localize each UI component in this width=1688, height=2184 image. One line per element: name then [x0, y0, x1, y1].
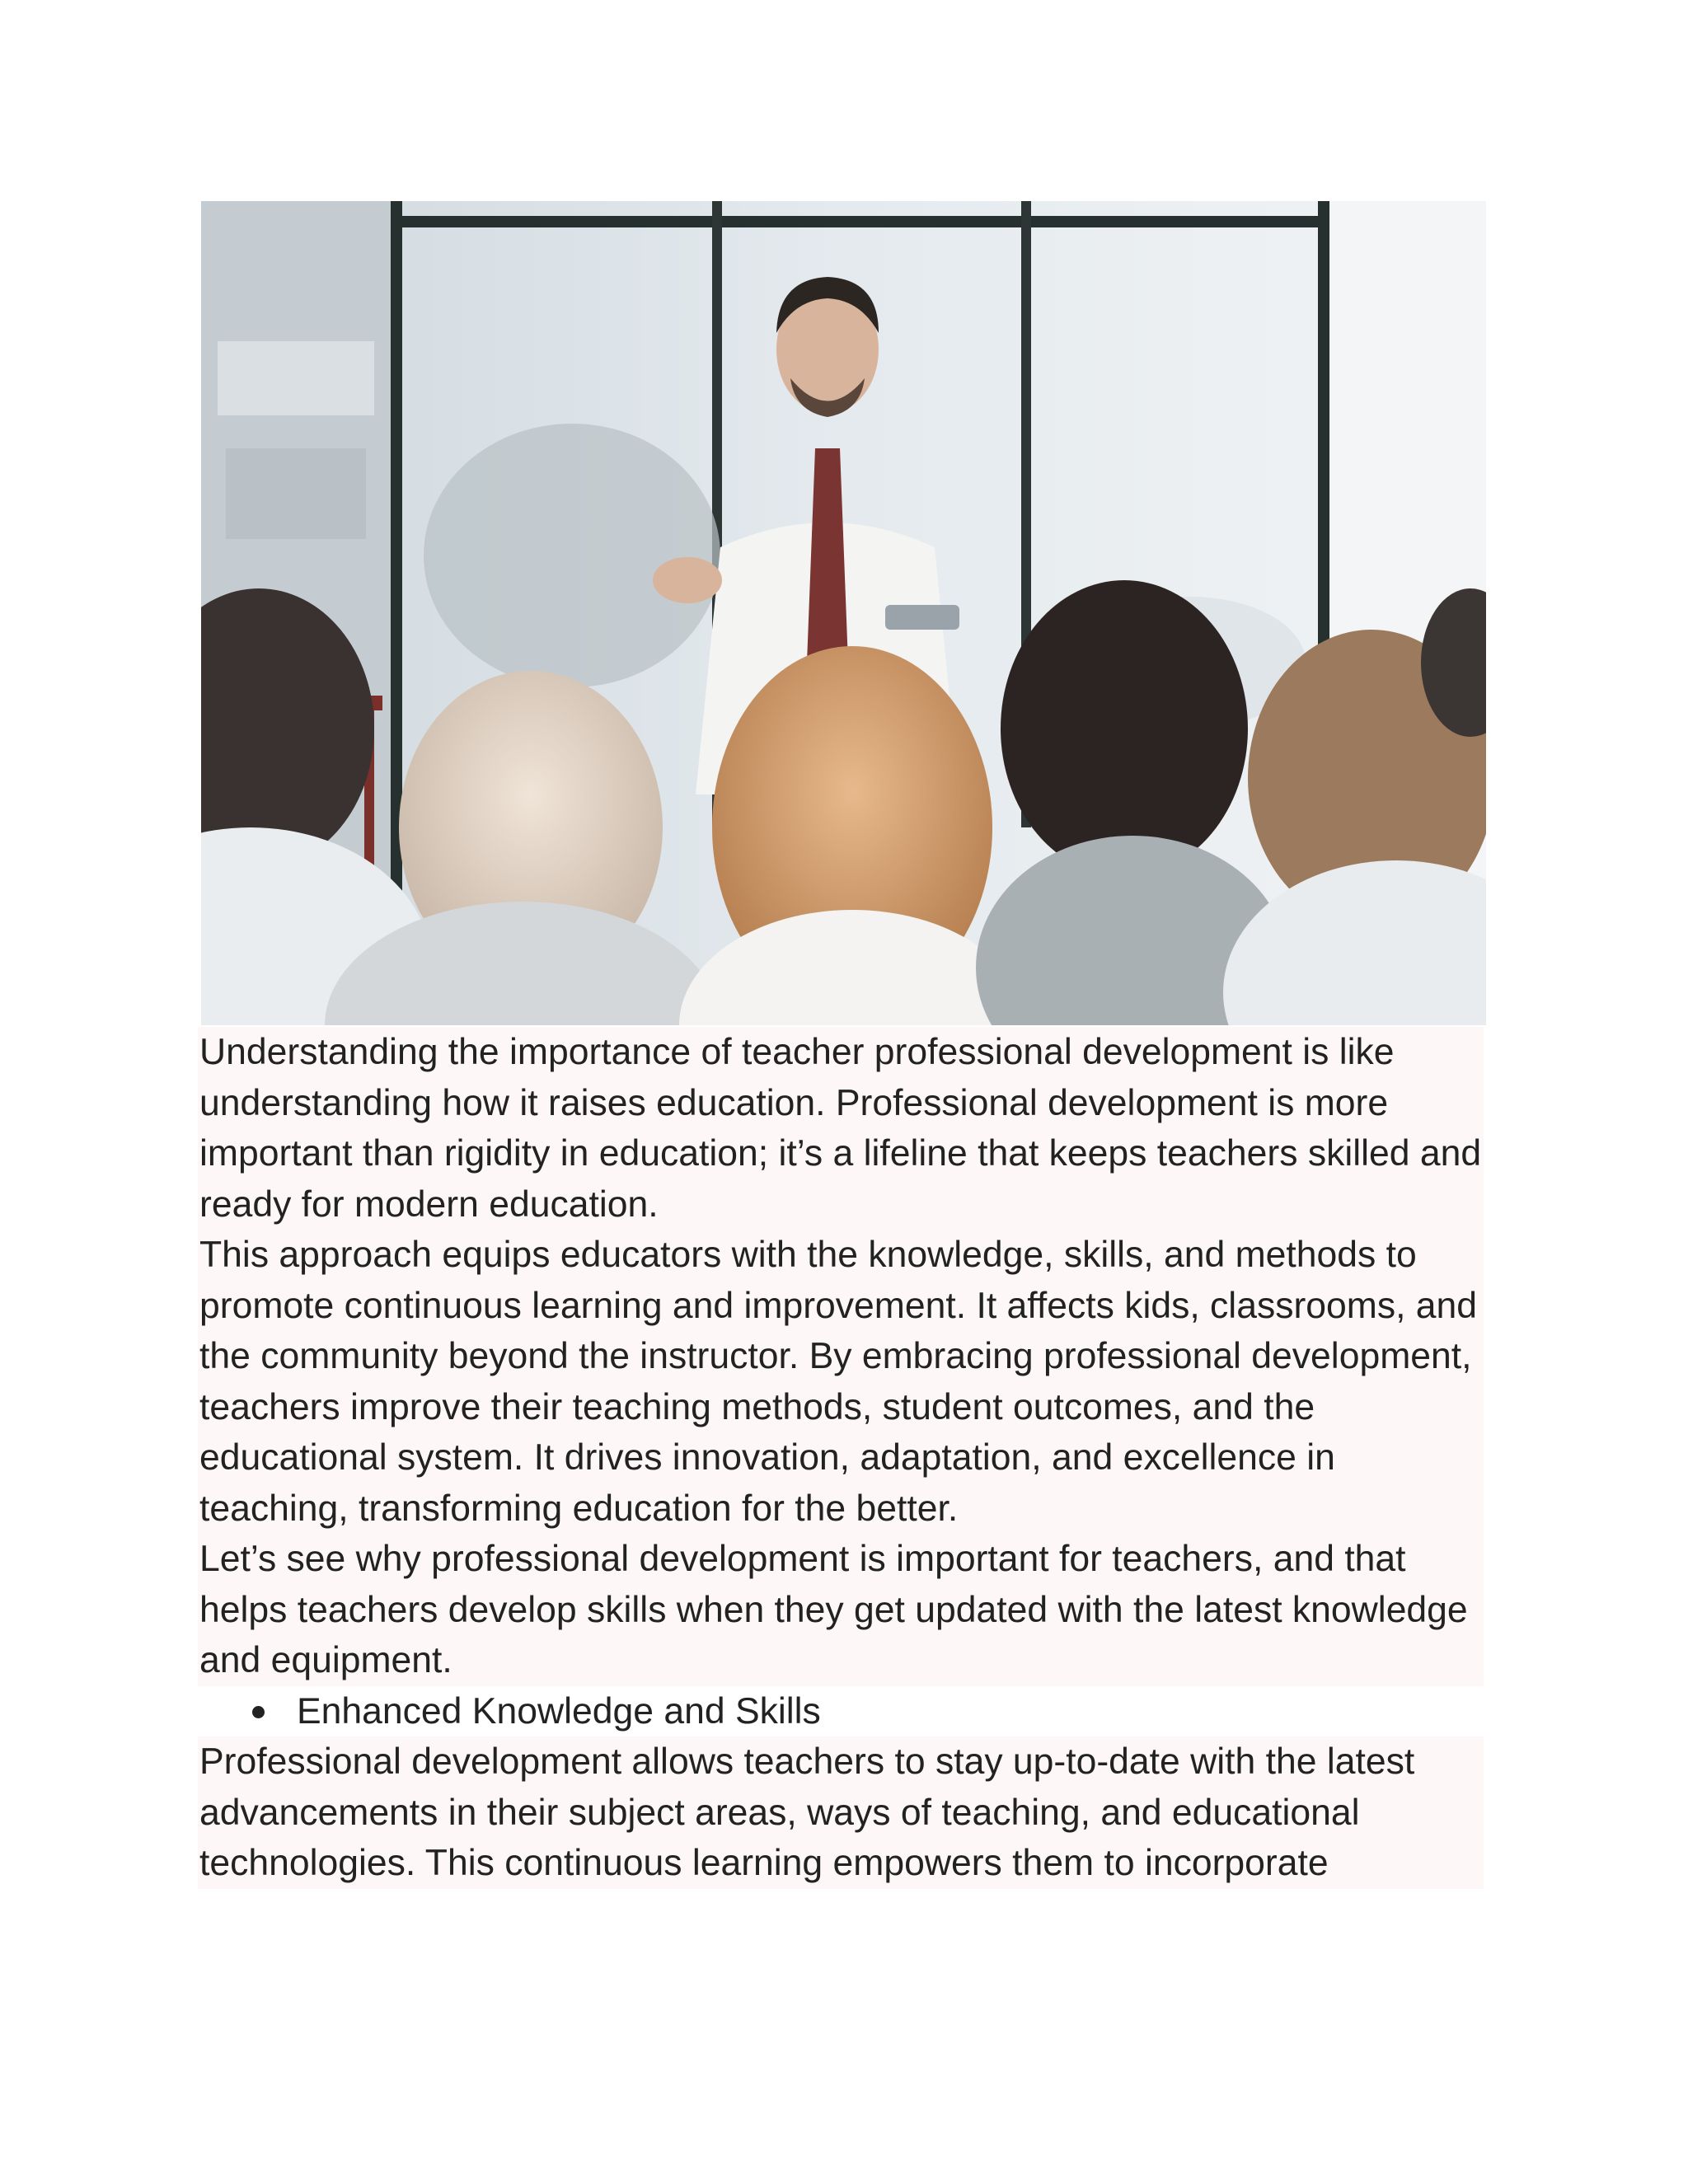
classroom-presentation-icon [201, 201, 1486, 1025]
paragraph-intro: Understanding the importance of teacher professional development is like understanding how it raises education. Professional development is more important than rigidity in education; it’s a lifeline that keeps teachers skilled and ready for modern education. [199, 1032, 1482, 1225]
paragraph-approach: This approach equips educators with the knowledge, skills, and methods to promote continuous learning and improvement. It affects kids, classrooms, and the community beyond the instructor. By embracing professional development, teachers improve their teaching methods, student outcomes, and the educational system. It drives innovation, adaptation, and excellence in teaching, transforming education for the better. [199, 1235, 1478, 1529]
list-item [249, 1686, 1484, 1737]
paragraph-why: Let’s see why professional development is important for teachers, and that helps teachers develop skills when they get updated with the latest knowledge and equipment. [199, 1539, 1468, 1680]
bullet-label: Enhanced Knowledge and Skills [297, 1690, 821, 1732]
bullet-list [198, 1686, 1484, 1737]
knowledge-section [198, 1736, 1484, 1889]
paragraph-knowledge: Professional development allows teachers to stay up-to-date with the latest advancements in their subject areas, ways of teaching, and educational technologies. This continuous learning empowers them to incorporate [199, 1741, 1415, 1883]
bullet-icon [252, 1706, 265, 1718]
presentation-photo [201, 201, 1486, 1025]
intro-section [198, 1027, 1484, 1686]
article-body [198, 1027, 1484, 1889]
